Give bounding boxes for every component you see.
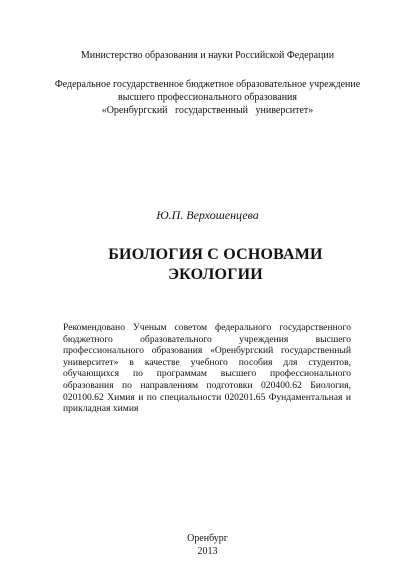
institution-line-1: Федеральное государственное бюджетное образовательное учреждение (54, 79, 361, 90)
recommendation-text: Рекомендовано Ученым советом федерального государственного бюджетного образовательного учреждения высшего профессионального образования «Оренбургский государственный университет» в качестве учебного пособия для студентов, обучающихся по программам высшего профессионального образования по направлениям подготовки 020400.62 Биология, 020100.62 Химия и по специальности 020201.65 Фундаментальная и прикладная химия (63, 322, 351, 415)
ministry-heading: Министерство образования и науки Российской Федерации (80, 50, 335, 61)
publication-city: Оренбург (187, 533, 228, 544)
book-title-line-1: БИОЛОГИЯ С ОСНОВАМИ (108, 246, 323, 263)
institution-line-2: высшего профессионального образования (118, 92, 297, 103)
author-name: Ю.П. Верхошенцева (156, 208, 259, 222)
institution-line-3: «Оренбургский государственный университет» (101, 105, 314, 116)
publication-year: 2013 (197, 546, 218, 557)
book-title-line-2: ЭКОЛОГИИ (168, 266, 263, 283)
